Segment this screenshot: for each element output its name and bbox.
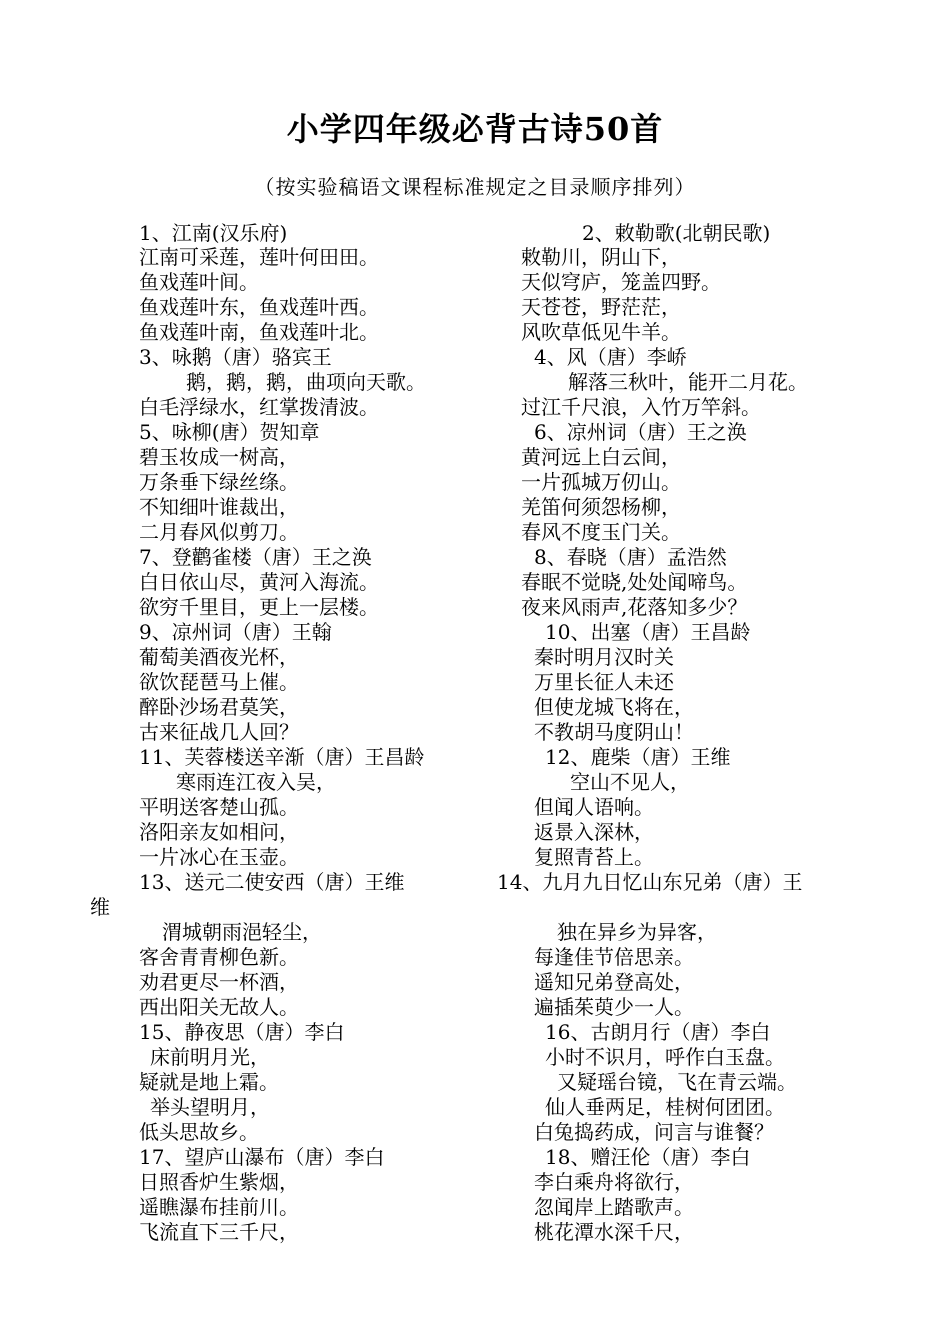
left-poem-line: 举头望明月， bbox=[150, 1095, 270, 1119]
left-poem-line: 客舍青青柳色新。 bbox=[139, 945, 299, 969]
left-poem-line: 古来征战几人回？ bbox=[139, 720, 299, 744]
left-poem-line: 9、凉州词（唐）王翰 bbox=[139, 620, 332, 644]
left-poem-line: 遥瞧瀑布挂前川。 bbox=[139, 1195, 299, 1219]
right-poem-line: 羌笛何须怨杨柳， bbox=[521, 495, 681, 519]
left-poem-line: 劝君更尽一杯酒， bbox=[139, 970, 299, 994]
right-poem-line: 春眠不觉晓,处处闻啼鸟。 bbox=[521, 570, 748, 594]
right-poem-line: 小时不识月，呼作白玉盘。 bbox=[545, 1045, 785, 1069]
right-poem-line: 遍插茱萸少一人。 bbox=[534, 995, 694, 1019]
left-poem-line: 鱼戏莲叶东，鱼戏莲叶西。 bbox=[139, 295, 379, 319]
right-poem-line: 14、九月九日忆山东兄弟（唐）王 bbox=[497, 870, 803, 894]
right-poem-line: 遥知兄弟登高处， bbox=[534, 970, 694, 994]
right-poem-line: 空山不见人， bbox=[570, 770, 690, 794]
right-poem-line: 敕勒川，阴山下， bbox=[521, 245, 681, 269]
left-poem-line: 碧玉妆成一树高， bbox=[139, 445, 299, 469]
right-poem-line: 返景入深林， bbox=[534, 820, 654, 844]
left-poem-line: 万条垂下绿丝绦。 bbox=[139, 470, 299, 494]
right-poem-line: 又疑瑶台镜，飞在青云端。 bbox=[557, 1070, 797, 1094]
right-poem-line: 李白乘舟将欲行， bbox=[534, 1170, 694, 1194]
left-poem-line: 3、咏鹅（唐）骆宾王 bbox=[139, 345, 332, 369]
left-poem-line: 17、望庐山瀑布（唐）李白 bbox=[139, 1145, 385, 1169]
right-poem-line: 一片孤城万仞山。 bbox=[521, 470, 681, 494]
left-poem-line: 13、送元二使安西（唐）王维 bbox=[139, 870, 405, 894]
left-poem-line: 葡萄美酒夜光杯， bbox=[139, 645, 299, 669]
left-poem-line: 床前明月光， bbox=[150, 1045, 270, 1069]
right-poem-line: 夜来风雨声,花落知多少？ bbox=[521, 595, 748, 619]
left-poem-line: 渭城朝雨浥轻尘， bbox=[162, 920, 322, 944]
left-poem-line: 低头思故乡。 bbox=[139, 1120, 259, 1144]
page-title: 小学四年级必背古诗50首 bbox=[286, 110, 664, 148]
right-poem-line: 2、敕勒歌(北朝民歌) bbox=[582, 221, 771, 245]
left-poem-line: 15、静夜思（唐）李白 bbox=[139, 1020, 345, 1044]
right-poem-line: 忽闻岸上踏歌声。 bbox=[534, 1195, 694, 1219]
left-poem-line: 7、登鹳雀楼（唐）王之涣 bbox=[139, 545, 372, 569]
right-poem-line: 黄河远上白云间， bbox=[521, 445, 681, 469]
left-poem-line: 白毛浮绿水，红掌拨清波。 bbox=[139, 395, 379, 419]
left-poem-line: 鱼戏莲叶间。 bbox=[139, 270, 259, 294]
right-poem-line: 过江千尺浪，入竹万竿斜。 bbox=[521, 395, 761, 419]
right-poem-line: 每逢佳节倍思亲。 bbox=[534, 945, 694, 969]
left-poem-line: 1、江南(汉乐府) bbox=[139, 221, 288, 245]
left-poem-line: 一片冰心在玉壶。 bbox=[139, 845, 299, 869]
left-poem-line: 鹅，鹅，鹅，曲项向天歌。 bbox=[186, 370, 426, 394]
right-poem-line: 仙人垂两足，桂树何团团。 bbox=[545, 1095, 785, 1119]
left-poem-line: 不知细叶谁裁出， bbox=[139, 495, 299, 519]
left-poem-line: 寒雨连江夜入吴， bbox=[176, 770, 336, 794]
left-poem-line: 维 bbox=[90, 895, 110, 919]
right-poem-line: 白兔捣药成，问言与谁餐？ bbox=[534, 1120, 774, 1144]
right-poem-line: 10、出塞（唐）王昌龄 bbox=[545, 620, 751, 644]
left-poem-line: 江南可采莲，莲叶何田田。 bbox=[139, 245, 379, 269]
right-poem-line: 天苍苍，野茫茫， bbox=[521, 295, 681, 319]
right-poem-line: 风吹草低见牛羊。 bbox=[521, 320, 681, 344]
right-poem-line: 16、古朗月行（唐）李白 bbox=[545, 1020, 771, 1044]
right-poem-line: 秦时明月汉时关 bbox=[534, 645, 674, 669]
right-poem-line: 不教胡马度阴山！ bbox=[534, 720, 694, 744]
right-poem-line: 复照青苔上。 bbox=[534, 845, 654, 869]
right-poem-line: 天似穹庐，笼盖四野。 bbox=[521, 270, 721, 294]
left-poem-line: 鱼戏莲叶南，鱼戏莲叶北。 bbox=[139, 320, 379, 344]
right-poem-line: 万里长征人未还 bbox=[534, 670, 674, 694]
right-poem-line: 4、风（唐）李峤 bbox=[534, 345, 687, 369]
right-poem-line: 8、春晓（唐）孟浩然 bbox=[534, 545, 727, 569]
left-poem-line: 二月春风似剪刀。 bbox=[139, 520, 299, 544]
right-poem-line: 解落三秋叶，能开二月花。 bbox=[568, 370, 808, 394]
left-poem-line: 醉卧沙场君莫笑， bbox=[139, 695, 299, 719]
left-poem-line: 5、咏柳(唐）贺知章 bbox=[139, 420, 320, 444]
left-poem-line: 洛阳亲友如相问， bbox=[139, 820, 299, 844]
right-poem-line: 独在异乡为异客， bbox=[557, 920, 717, 944]
right-poem-line: 但使龙城飞将在， bbox=[534, 695, 694, 719]
right-poem-line: 12、鹿柴（唐）王维 bbox=[545, 745, 731, 769]
left-poem-line: 日照香炉生紫烟， bbox=[139, 1170, 299, 1194]
right-poem-line: 春风不度玉门关。 bbox=[521, 520, 681, 544]
right-poem-line: 但闻人语响。 bbox=[534, 795, 654, 819]
right-poem-line: 6、凉州词（唐）王之涣 bbox=[534, 420, 747, 444]
right-poem-line: 桃花潭水深千尺， bbox=[534, 1220, 694, 1244]
page-subtitle: （按实验稿语文课程标准规定之目录顺序排列） bbox=[254, 175, 696, 199]
left-poem-line: 欲穷千里目，更上一层楼。 bbox=[139, 595, 379, 619]
left-poem-line: 疑就是地上霜。 bbox=[139, 1070, 279, 1094]
left-poem-line: 西出阳关无故人。 bbox=[139, 995, 299, 1019]
left-poem-line: 欲饮琵琶马上催。 bbox=[139, 670, 299, 694]
right-poem-line: 18、赠汪伦（唐）李白 bbox=[545, 1145, 751, 1169]
left-poem-line: 平明送客楚山孤。 bbox=[139, 795, 299, 819]
left-poem-line: 飞流直下三千尺， bbox=[139, 1220, 299, 1244]
left-poem-line: 白日依山尽，黄河入海流。 bbox=[139, 570, 379, 594]
left-poem-line: 11、芙蓉楼送辛渐（唐）王昌龄 bbox=[139, 745, 425, 769]
